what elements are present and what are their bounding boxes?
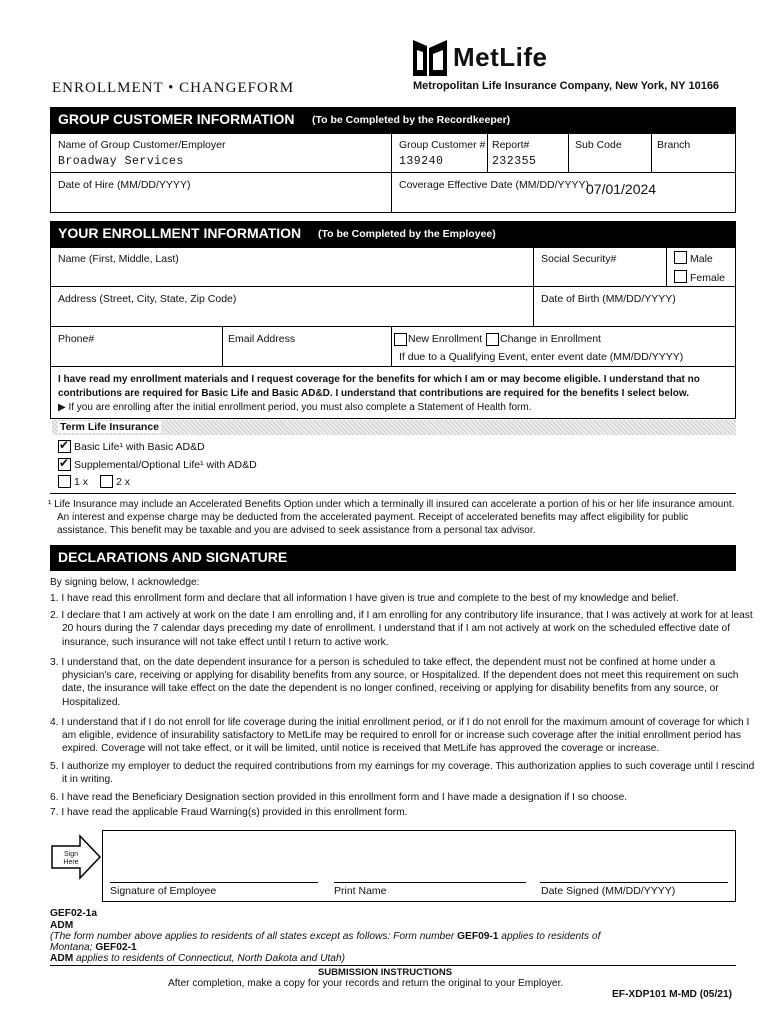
enroll-section-title: YOUR ENROLLMENT INFORMATION — [58, 225, 302, 241]
declaration-line: insurance, such insurance will not take effect until I return to active work. — [62, 637, 389, 648]
declarations-section-title: DECLARATIONS AND SIGNATURE — [58, 549, 288, 565]
supplemental-life-checkbox[interactable] — [58, 458, 71, 471]
form-note-line-1: (The form number above applies to residents of all states except as follows: Form number GEF09-1 applies to residents of — [50, 931, 601, 942]
report-label: Report# — [492, 139, 530, 151]
group-number-label: Group Customer # — [399, 139, 486, 151]
enroll-section-subtitle: (To be Completed by the Employee) — [318, 228, 496, 240]
branch-label: Branch — [657, 139, 691, 151]
statement-line-2: contributions are required for Basic Life and Basic AD&D. I understand that contributions are required for the benefits I select below. — [58, 388, 690, 399]
enroll-section-header — [50, 221, 736, 247]
divider — [391, 327, 392, 367]
print-name-field[interactable] — [334, 848, 526, 880]
sign-here-label: Sign Here — [63, 851, 79, 866]
date-signed-label: Date Signed (MM/DD/YYYY) — [541, 885, 676, 897]
name-label: Name (First, Middle, Last) — [58, 253, 179, 265]
date-signed-line — [540, 882, 728, 883]
female-label: Female — [690, 272, 726, 284]
print-name-label: Print Name — [334, 885, 387, 897]
form-number: EF-XDP101 M-MD (05/21) — [612, 989, 733, 1000]
new-enrollment-checkbox[interactable] — [394, 333, 407, 346]
ssn-label: Social Security# — [541, 253, 617, 265]
effective-date-field[interactable]: 07/01/2024 — [586, 181, 657, 197]
signature-label: Signature of Employee — [110, 885, 217, 897]
2x-checkbox[interactable] — [100, 475, 113, 488]
date-signed-field[interactable] — [540, 848, 728, 880]
form-note-line-2: Montana; GEF02-1 — [50, 942, 137, 953]
basic-life-label: Basic Life¹ with Basic AD&D — [74, 441, 205, 453]
footnote-line-1: ¹ Life Insurance may include an Accelerated Benefits Option under which a terminally ill insured can accelerate a portion of his or her life insurance amount. — [48, 499, 735, 510]
divider — [487, 133, 488, 173]
divider — [222, 327, 223, 367]
employer-field[interactable]: Broadway Services — [58, 155, 184, 168]
declaration-line: 1. I have read this enrollment form and declare that all information I have given is true and complete to the best of my knowledge and belief. — [50, 593, 679, 604]
metlife-logo-icon — [413, 40, 447, 76]
group-section-subtitle: (To be Completed by the Recordkeeper) — [312, 114, 511, 126]
group-section-header — [50, 107, 736, 133]
divider — [50, 493, 736, 494]
declaration-line: date, the insurance will take effect on the date the dependent is no longer confined, receiving or applying for disability benefits from any source, or — [62, 683, 719, 694]
group-number-field[interactable]: 139240 — [399, 155, 444, 168]
female-checkbox[interactable] — [674, 270, 687, 283]
declaration-line: 3. I understand that, on the date dependent insurance for a person is scheduled to take effect, the dependent must not be confined at home under a — [50, 657, 716, 668]
divider — [666, 247, 667, 287]
event-date-label: If due to a Qualifying Event, enter event date (MM/DD/YYYY) — [399, 351, 684, 363]
print-name-line — [334, 882, 526, 883]
company-name: Metropolitan Life Insurance Company, New York, NY 10166 — [413, 80, 720, 92]
address-label: Address (Street, City, State, Zip Code) — [58, 293, 237, 305]
form-note-line-3: ADM applies to residents of Connecticut, North Dakota and Utah) — [50, 953, 346, 964]
divider — [651, 133, 652, 173]
employer-label: Name of Group Customer/Employer — [58, 139, 226, 151]
divider — [391, 133, 392, 173]
footnote-line-2: An interest and expense charge may be deducted from the accelerated payment. Receipt of accelerated benefits may affect eligibility for public — [57, 512, 689, 523]
logo-text: MetLife — [453, 42, 548, 72]
hire-date-label: Date of Hire (MM/DD/YYYY) — [58, 179, 191, 191]
declaration-line: 6. I have read the Beneficiary Designation section provided in this enrollment form and I have made a designation if I so choose. — [50, 792, 628, 803]
declaration-line: 5. I authorize my employer to deduct the required contributions from my earnings for my coverage. This authorization applies to such coverage until I rescind — [50, 761, 755, 772]
phone-label: Phone# — [58, 333, 95, 345]
declaration-line: it in writing. — [62, 774, 113, 785]
male-checkbox[interactable] — [674, 251, 687, 264]
supplemental-life-label: Supplemental/Optional Life¹ with AD&D — [74, 459, 257, 471]
1x-checkbox[interactable] — [58, 475, 71, 488]
footnote-line-3: assistance. This benefit may be taxable and you are advised to seek assistance from a personal tax advisor. — [57, 525, 536, 536]
form-code-adm: ADM — [50, 920, 74, 931]
statement-line-1: I have read my enrollment materials and I request coverage for the benefits for which I am or may become eligible. I understand that no — [58, 374, 700, 385]
group-section-title: GROUP CUSTOMER INFORMATION — [58, 111, 295, 127]
effective-date-label: Coverage Effective Date (MM/DD/YYYY) — [399, 179, 590, 191]
new-enrollment-label: New Enrollment — [408, 333, 483, 345]
1x-label: 1 x — [74, 476, 89, 488]
declaration-line: 7. I have read the applicable Fraud Warning(s) provided in this enrollment form. — [50, 807, 408, 818]
form-title: ENROLLMENT • CHANGEFORM — [52, 80, 295, 96]
male-label: Male — [690, 253, 713, 265]
declaration-line: 20 hours during the 7 calendar days preceding my date of enrollment. I understand that if I am not actively at work on the scheduled effective date of — [62, 623, 731, 634]
declaration-line: 4. I understand that if I do not enroll for life coverage during the initial enrollment period, or if I do not enroll for the maximum amount of coverage for which I — [50, 717, 750, 728]
divider — [568, 133, 569, 173]
declarations-section-header — [50, 545, 736, 571]
declaration-line: expired. Coverage will not take effect, or it will be limited, until notice is received that MetLife has approved the coverage or increase. — [62, 743, 660, 754]
email-label: Email Address — [228, 333, 296, 345]
declaration-line: Hospitalized. — [62, 697, 121, 708]
report-field[interactable]: 232355 — [492, 155, 537, 168]
2x-label: 2 x — [116, 476, 131, 488]
subcode-label: Sub Code — [575, 139, 622, 151]
metlife-logo — [413, 40, 573, 76]
form-code: GEF02-1a — [50, 908, 97, 919]
signature-line — [110, 882, 318, 883]
submission-title: SUBMISSION INSTRUCTIONS — [317, 967, 453, 978]
change-enrollment-label: Change in Enrollment — [500, 333, 601, 345]
divider — [391, 173, 392, 213]
term-life-heading: Term Life Insurance — [60, 421, 160, 433]
submission-text: After completion, make a copy for your records and return the original to your Employer. — [168, 978, 564, 989]
declaration-line: 2. I declare that I am actively at work on the date I am enrolling and, if I am enrolling for any contributory life insurance, that I was actively at work for at least — [50, 610, 753, 621]
declaration-line: am eligible, evidence of insurability satisfactory to MetLife may be required to enroll for or increase such coverage after the initial enrollment period has — [62, 730, 741, 741]
basic-life-checkbox[interactable] — [58, 440, 71, 453]
statement-line-3: ▶ If you are enrolling after the initial enrollment period, you must also complete a Statement of Health form. — [58, 402, 532, 413]
declarations-intro: By signing below, I acknowledge: — [50, 577, 200, 588]
signature-field[interactable] — [110, 848, 318, 880]
dob-label: Date of Birth (MM/DD/YYYY) — [541, 293, 676, 305]
declaration-line: physician's care, receiving or applying for disability benefits from any source, or Hospitalized. If the dependent does not meet this requirement on such — [62, 670, 739, 681]
change-enrollment-checkbox[interactable] — [486, 333, 499, 346]
